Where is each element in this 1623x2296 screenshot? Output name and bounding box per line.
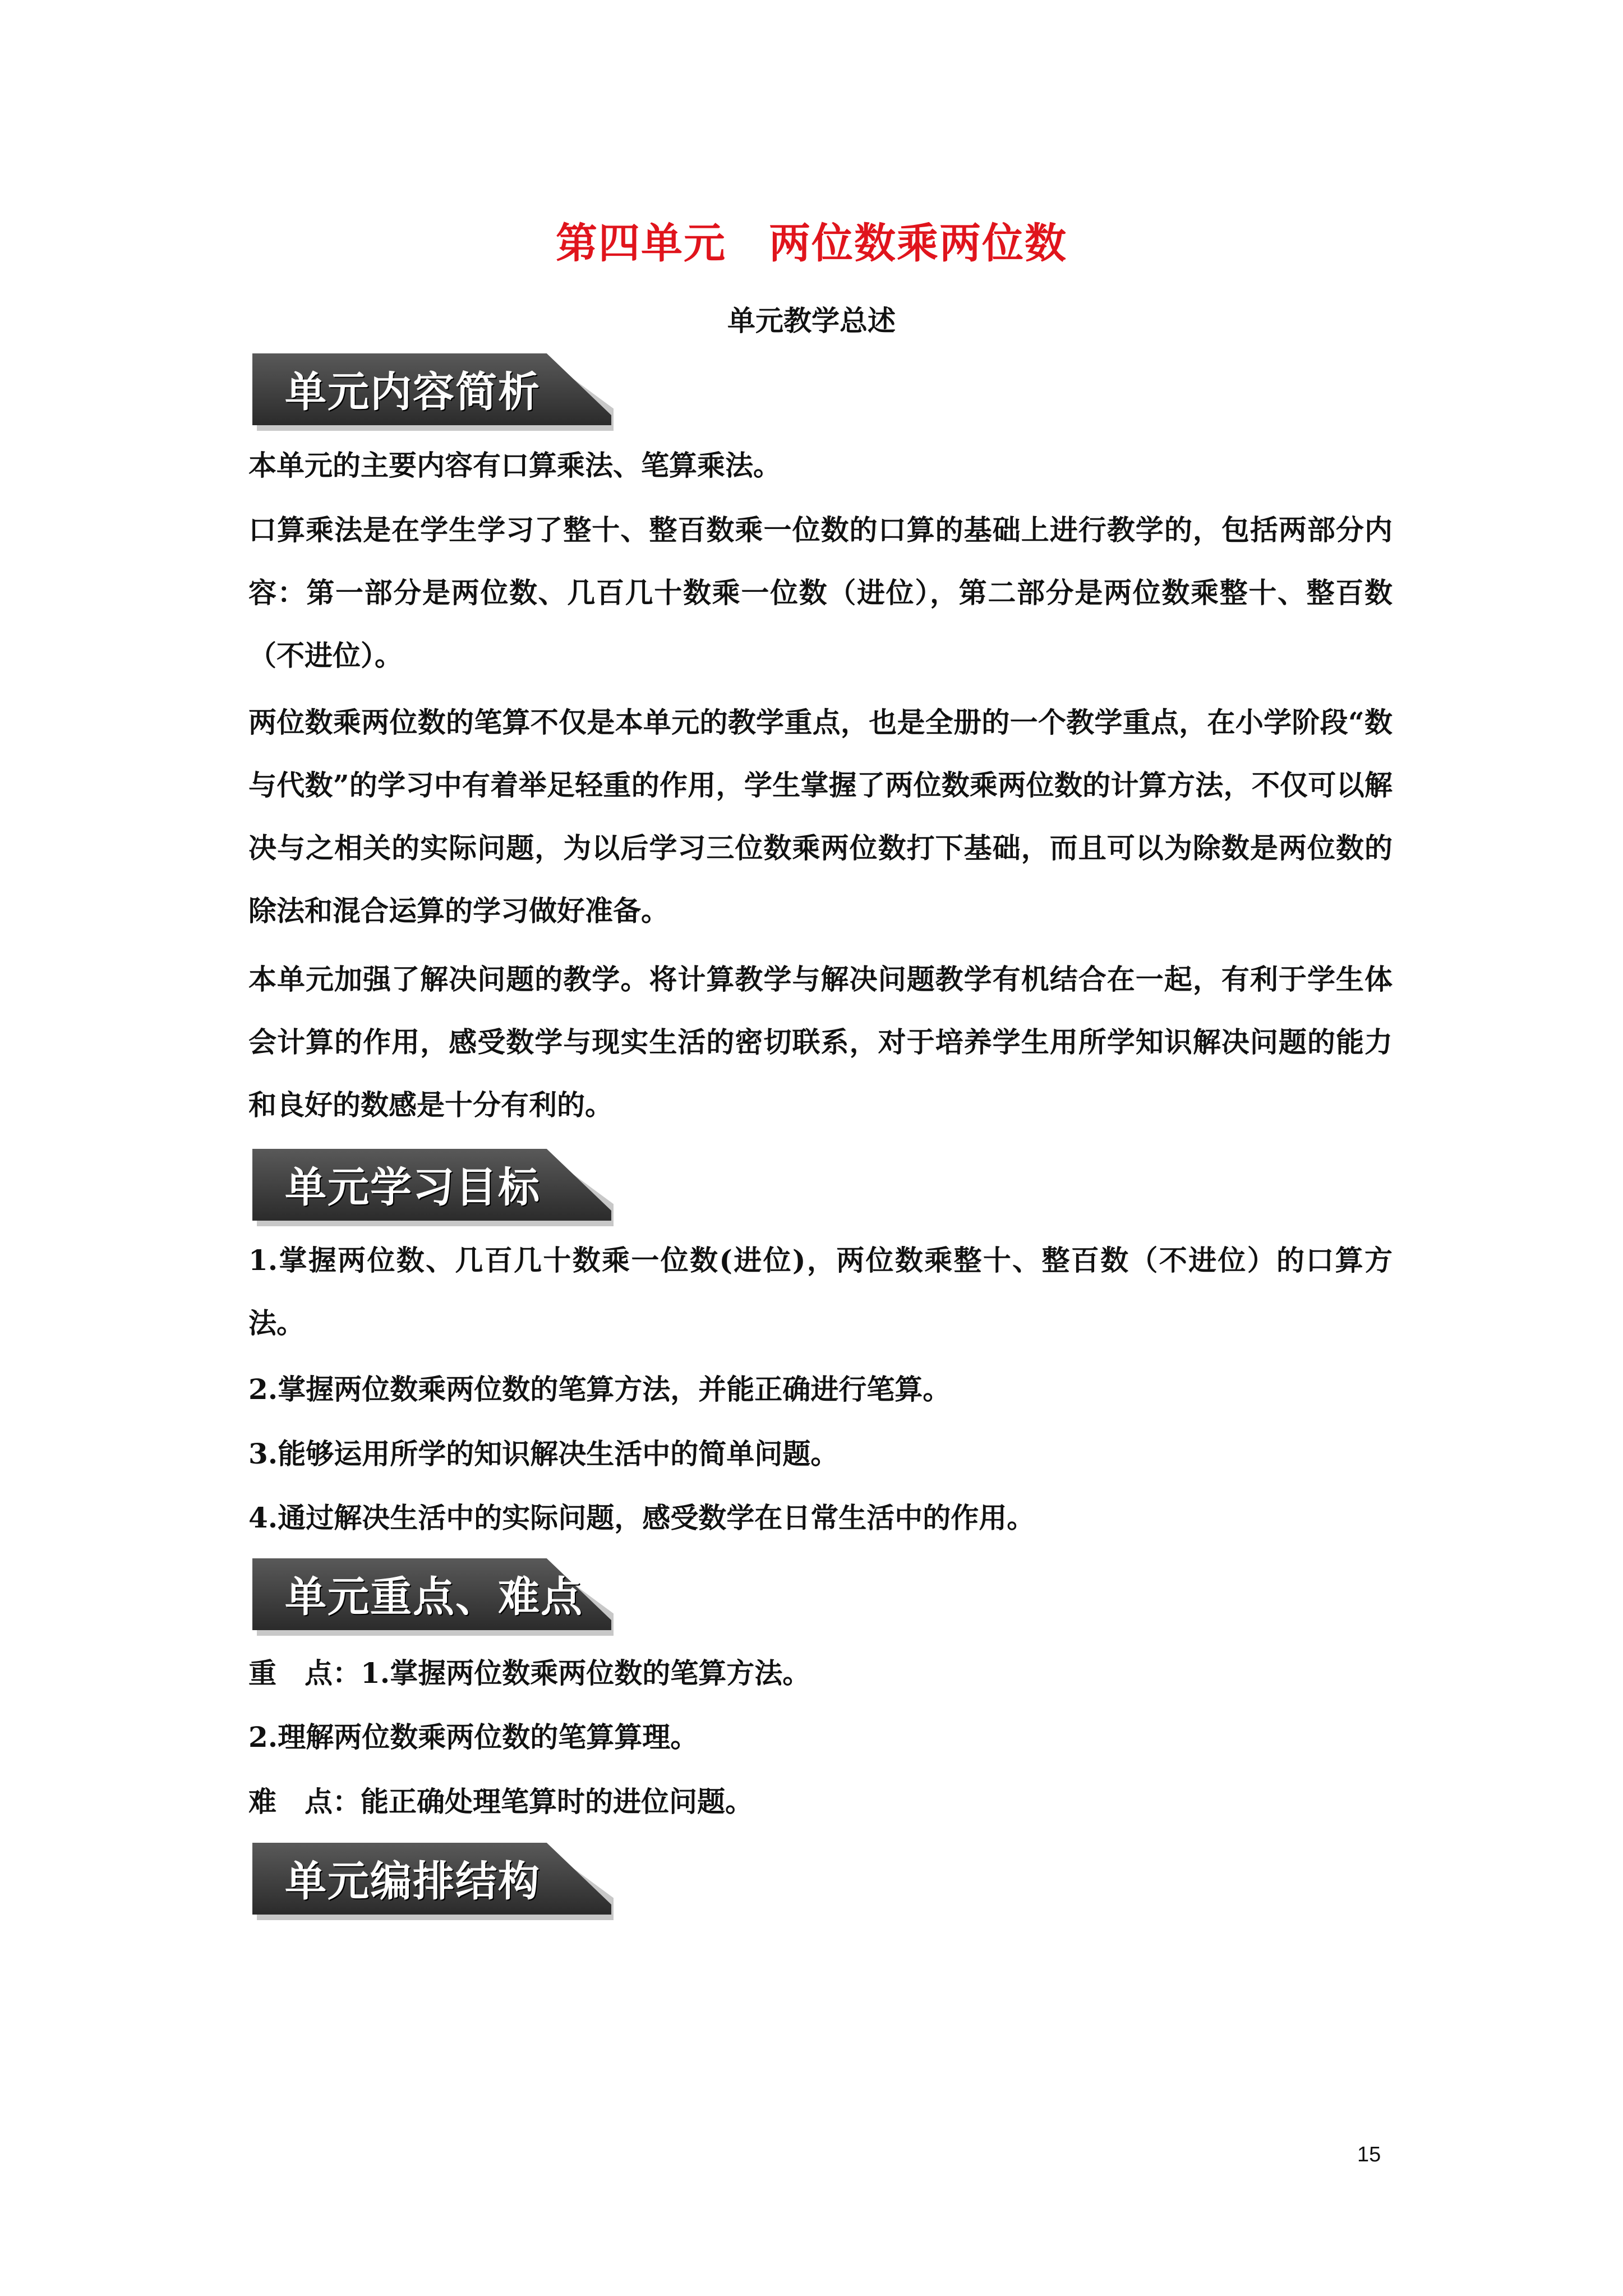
- page-number: 15: [1357, 2143, 1381, 2166]
- section-heading-key-points: 单元重点、难点: [285, 1573, 583, 1621]
- goal-item: 2.掌握两位数乘两位数的笔算方法，并能正确进行笔算。: [248, 1373, 951, 1406]
- content-paragraph: 本单元的主要内容有口算乘法、笔算乘法。: [248, 449, 781, 482]
- goal-item: 4.通过解决生活中的实际问题，感受数学在日常生活中的作用。: [248, 1501, 1035, 1534]
- page-subtitle: 单元教学总述: [727, 304, 896, 337]
- section-banner-structure: [252, 1843, 611, 1915]
- goal-item: 1.掌握两位数、几百几十数乘一位数(进位)，两位数乘整十、整百数（不进位）的口算方法。: [248, 1244, 1393, 1340]
- section-banner-goals: [252, 1149, 611, 1221]
- section-heading-goals: 单元学习目标: [285, 1163, 541, 1212]
- section-banner-content: [252, 353, 611, 425]
- content-paragraph: 本单元加强了解决问题的教学。将计算教学与解决问题教学有机结合在一起，有利于学生体会计算的作用，感受数学与现实生活的密切联系，对于培养学生用所学知识解决问题的能力和良好的数感是十分有利的。: [248, 963, 1393, 1121]
- content-paragraph: 两位数乘两位数的笔算不仅是本单元的教学重点，也是全册的一个教学重点，在小学阶段“数与代数”的学习中有着举足轻重的作用，学生掌握了两位数乘两位数的计算方法，不仅可以解决与之相关的实际问题，为以后学习三位数乘两位数打下基础，而且可以为除数是两位数的除法和混合运算的学习做好准备。: [248, 706, 1393, 927]
- key-point-line: 重 点：1.掌握两位数乘两位数的笔算方法。: [248, 1657, 811, 1690]
- page-title: 第四单元 两位数乘两位数: [556, 219, 1067, 268]
- section-banner-key-points: [252, 1558, 611, 1630]
- section-heading-structure: 单元编排结构: [285, 1857, 541, 1906]
- goal-item: 3.能够运用所学的知识解决生活中的简单问题。: [248, 1437, 839, 1470]
- key-point-line: 2.理解两位数乘两位数的笔算算理。: [248, 1720, 699, 1754]
- content-paragraph: 口算乘法是在学生学习了整十、整百数乘一位数的口算的基础上进行教学的，包括两部分内容：第一部分是两位数、几百几十数乘一位数（进位），第二部分是两位数乘整十、整百数（不进位）。: [248, 513, 1393, 672]
- difficulty-line: 难 点：能正确处理笔算时的进位问题。: [248, 1785, 753, 1818]
- section-heading-content: 单元内容简析: [285, 368, 541, 416]
